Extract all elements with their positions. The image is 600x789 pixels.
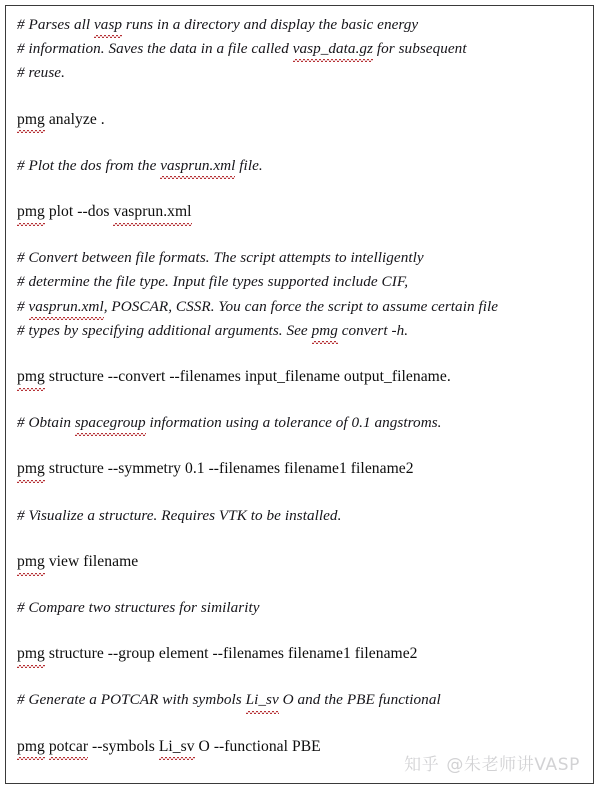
command-block <box>17 550 587 574</box>
text-run: runs in a directory and display the basic energy <box>122 16 419 33</box>
command-line <box>17 108 587 132</box>
comment-line <box>17 596 587 620</box>
block-spacer <box>17 132 587 154</box>
text-run: information using a tolerance of 0.1 angstroms. <box>145 414 442 432</box>
command-block <box>17 457 587 481</box>
text-run: structure --symmetry 0.1 --filenames filename1 filename2 <box>44 460 414 478</box>
text-run: , POSCAR, CSSR. You can force the script to assume certain file <box>103 297 499 315</box>
misspelled-word: pmg <box>312 319 338 343</box>
block-spacer <box>17 86 587 108</box>
text-run: convert -h. <box>337 321 409 339</box>
text-run: # Generate a POTCAR with symbols <box>17 691 246 709</box>
comment-line <box>17 61 587 85</box>
block-spacer <box>17 666 587 688</box>
block-spacer <box>17 713 587 735</box>
command-block <box>17 365 587 389</box>
command-line <box>17 200 587 224</box>
misspelled-word: vasp <box>94 13 122 37</box>
block-spacer <box>17 224 587 246</box>
comment-block <box>17 13 587 86</box>
misspelled-word: Li_sv <box>159 735 195 759</box>
block-spacer <box>17 528 587 550</box>
watermark-brand: 知乎 <box>404 755 440 775</box>
misspelled-word: vasprun.xml <box>29 295 104 319</box>
command-line <box>17 365 587 389</box>
watermark-username: @朱老师讲VASP <box>446 755 580 775</box>
misspelled-word: vasprun.xml <box>160 154 235 178</box>
command-line <box>17 642 587 666</box>
text-run: # Plot the dos from the <box>17 156 161 174</box>
comment-line <box>17 270 587 294</box>
comment-line <box>17 246 587 270</box>
comment-line <box>17 154 587 178</box>
text-run: # Visualize a structure. Requires VTK to be installed. <box>17 506 342 524</box>
code-listing <box>17 13 587 783</box>
text-run: structure --group element --filenames filename1 filename2 <box>44 645 418 663</box>
comment-line <box>17 295 587 319</box>
command-line <box>17 550 587 574</box>
comment-line <box>17 411 587 435</box>
block-spacer <box>17 574 587 596</box>
misspelled-word: pmg <box>17 108 45 132</box>
misspelled-word: pmg <box>17 365 45 389</box>
misspelled-word: Li_sv <box>246 688 279 712</box>
text-run: O --functional PBE <box>194 737 321 755</box>
command-block <box>17 200 587 224</box>
document-sheet <box>5 5 594 784</box>
comment-block <box>17 411 587 435</box>
comment-block <box>17 504 587 528</box>
text-run: # <box>17 297 29 315</box>
comment-block <box>17 688 587 712</box>
comment-line <box>17 504 587 528</box>
text-run: structure --convert --filenames input_filename output_filename. <box>44 368 451 386</box>
misspelled-word: pmg <box>17 550 45 574</box>
text-run: view filename <box>44 552 139 570</box>
text-run: analyze . <box>44 110 105 128</box>
comment-block <box>17 246 587 343</box>
text-run: plot --dos <box>44 203 114 221</box>
misspelled-word: pmg <box>17 735 45 759</box>
text-run: # types by specifying additional arguments. See <box>17 321 312 339</box>
block-spacer <box>17 620 587 642</box>
command-block <box>17 108 587 132</box>
block-spacer <box>17 178 587 200</box>
misspelled-word: pmg <box>17 642 45 666</box>
text-run: O and the PBE functional <box>278 691 441 709</box>
watermark <box>404 757 580 774</box>
misspelled-word: spacegroup <box>75 411 146 435</box>
text-run: # information. Saves the data in a file called <box>17 40 293 58</box>
block-spacer <box>17 389 587 411</box>
comment-block <box>17 596 587 620</box>
text-run: --symbols <box>88 737 159 755</box>
misspelled-word: vasp_data.gz <box>293 37 373 61</box>
comment-block <box>17 154 587 178</box>
misspelled-word: pmg <box>17 457 45 481</box>
text-run: # determine the file type. Input file types supported include CIF, <box>17 273 409 291</box>
comment-line <box>17 13 587 37</box>
comment-line <box>17 688 587 712</box>
block-spacer <box>17 482 587 504</box>
text-run: # Compare two structures for similarity <box>17 599 260 617</box>
misspelled-word: vasprun.xml <box>113 200 191 224</box>
text-run: file. <box>235 156 263 174</box>
text-run: # Convert between file formats. The script attempts to intelligently <box>17 249 424 267</box>
comment-line <box>17 319 587 343</box>
command-line <box>17 457 587 481</box>
text-run: # Parses all <box>17 16 95 33</box>
command-block <box>17 642 587 666</box>
misspelled-word: pmg <box>17 200 45 224</box>
block-spacer <box>17 343 587 365</box>
misspelled-word: potcar <box>49 735 88 759</box>
text-run: for subsequent <box>373 40 467 58</box>
comment-line <box>17 37 587 61</box>
text-run: # reuse. <box>17 64 65 82</box>
block-spacer <box>17 435 587 457</box>
text-run: # Obtain <box>17 414 75 432</box>
